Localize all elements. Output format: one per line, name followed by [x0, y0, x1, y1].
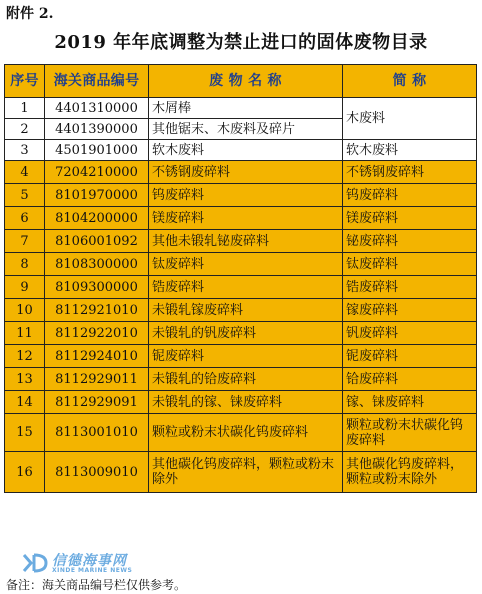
- table-row: [5, 161, 477, 184]
- header-waste-name: 废 物 名 称: [149, 65, 343, 98]
- cell-customs-code: 7204210000: [45, 161, 149, 184]
- table-row: [5, 391, 477, 414]
- cell-serial-no: 16: [5, 452, 45, 493]
- cell-short-name: 钒废碎料: [343, 322, 477, 345]
- table-row: [5, 140, 477, 161]
- cell-waste-name: 锆废碎料: [149, 276, 343, 299]
- watermark-text-cn: 信德海事网: [52, 553, 127, 569]
- cell-waste-name: 铌废碎料: [149, 345, 343, 368]
- header-customs-code: 海关商品编号: [45, 65, 149, 98]
- table-body: [5, 98, 477, 493]
- cell-waste-name: 钨废碎料: [149, 184, 343, 207]
- cell-short-name: 颗粒或粉末状碳化钨废碎料: [343, 414, 477, 452]
- watermark: [22, 550, 172, 578]
- cell-short-name: 铪废碎料: [343, 368, 477, 391]
- watermark-text-en: XINDE MARINE NEWS: [52, 567, 133, 574]
- cell-customs-code: 8112924010: [45, 345, 149, 368]
- cell-customs-code: 8109300000: [45, 276, 149, 299]
- header-serial-no: 序号: [5, 65, 45, 98]
- table-row: [5, 452, 477, 493]
- cell-serial-no: 9: [5, 276, 45, 299]
- cell-serial-no: 15: [5, 414, 45, 452]
- cell-short-name: 镁废碎料: [343, 207, 477, 230]
- table-row: [5, 276, 477, 299]
- cell-serial-no: 4: [5, 161, 45, 184]
- cell-waste-name: 不锈钢废碎料: [149, 161, 343, 184]
- document-title: 2019 年年底调整为禁止进口的固体废物目录: [54, 32, 428, 53]
- table-row: [5, 184, 477, 207]
- cell-serial-no: 8: [5, 253, 45, 276]
- cell-serial-no: 7: [5, 230, 45, 253]
- cell-serial-no: 5: [5, 184, 45, 207]
- cell-waste-name: 其他碳化钨废碎料，颗粒或粉末除外: [149, 452, 343, 493]
- cell-customs-code: 8106001092: [45, 230, 149, 253]
- cell-short-name: 镓、铼废碎料: [343, 391, 477, 414]
- cell-short-name: 镓废碎料: [343, 299, 477, 322]
- cell-serial-no: 11: [5, 322, 45, 345]
- cell-short-name: 其他碳化钨废碎料，颗粒或粉末除外: [343, 452, 477, 493]
- cell-short-name: 钛废碎料: [343, 253, 477, 276]
- cell-waste-name: 软木废料: [149, 140, 343, 161]
- cell-serial-no: 10: [5, 299, 45, 322]
- cell-waste-name: 颗粒或粉末状碳化钨废碎料: [149, 414, 343, 452]
- cell-serial-no: 1: [5, 98, 45, 119]
- cell-waste-name: 未锻轧的镓、铼废碎料: [149, 391, 343, 414]
- table-row: [5, 207, 477, 230]
- table-row: [5, 299, 477, 322]
- table-row: [5, 414, 477, 452]
- table-row: [5, 253, 477, 276]
- cell-customs-code: 8112929011: [45, 368, 149, 391]
- cell-serial-no: 12: [5, 345, 45, 368]
- cell-customs-code: 8101970000: [45, 184, 149, 207]
- cell-customs-code: 4401390000: [45, 119, 149, 140]
- cell-serial-no: 14: [5, 391, 45, 414]
- table-row: [5, 345, 477, 368]
- cell-serial-no: 6: [5, 207, 45, 230]
- cell-waste-name: 未锻轧的钒废碎料: [149, 322, 343, 345]
- cell-serial-no: 2: [5, 119, 45, 140]
- cell-customs-code: 8112921010: [45, 299, 149, 322]
- cell-waste-name: 木屑棒: [149, 98, 343, 119]
- cell-customs-code: 8113009010: [45, 452, 149, 493]
- cell-customs-code: 8112922010: [45, 322, 149, 345]
- cell-customs-code: 8104200000: [45, 207, 149, 230]
- table-row: [5, 230, 477, 253]
- watermark-logo-icon: [22, 552, 50, 574]
- cell-short-name: 不锈钢废碎料: [343, 161, 477, 184]
- table-row: [5, 322, 477, 345]
- cell-serial-no: 13: [5, 368, 45, 391]
- cell-short-name: 铌废碎料: [343, 345, 477, 368]
- cell-short-name: 钨废碎料: [343, 184, 477, 207]
- table-header-row: [5, 65, 477, 98]
- cell-short-name: 木废料: [343, 98, 477, 140]
- cell-customs-code: 8113001010: [45, 414, 149, 452]
- cell-customs-code: 4501901000: [45, 140, 149, 161]
- cell-waste-name: 镁废碎料: [149, 207, 343, 230]
- cell-waste-name: 未锻轧的铪废碎料: [149, 368, 343, 391]
- cell-waste-name: 其他锯末、木废料及碎片: [149, 119, 343, 140]
- cell-waste-name: 未锻轧镓废碎料: [149, 299, 343, 322]
- table-row: [5, 368, 477, 391]
- cell-customs-code: 8108300000: [45, 253, 149, 276]
- cell-waste-name: 钛废碎料: [149, 253, 343, 276]
- footnote: 备注：海关商品编号栏仅供参考。: [6, 578, 187, 592]
- attachment-label: 附件 2.: [6, 6, 54, 22]
- cell-short-name: 铋废碎料: [343, 230, 477, 253]
- cell-customs-code: 8112929091: [45, 391, 149, 414]
- cell-short-name: 锆废碎料: [343, 276, 477, 299]
- cell-serial-no: 3: [5, 140, 45, 161]
- waste-list-table: [4, 64, 477, 493]
- header-short-name: 简 称: [343, 65, 477, 98]
- table-row: [5, 98, 477, 119]
- cell-customs-code: 4401310000: [45, 98, 149, 119]
- cell-waste-name: 其他未锻轧铋废碎料: [149, 230, 343, 253]
- cell-short-name: 软木废料: [343, 140, 477, 161]
